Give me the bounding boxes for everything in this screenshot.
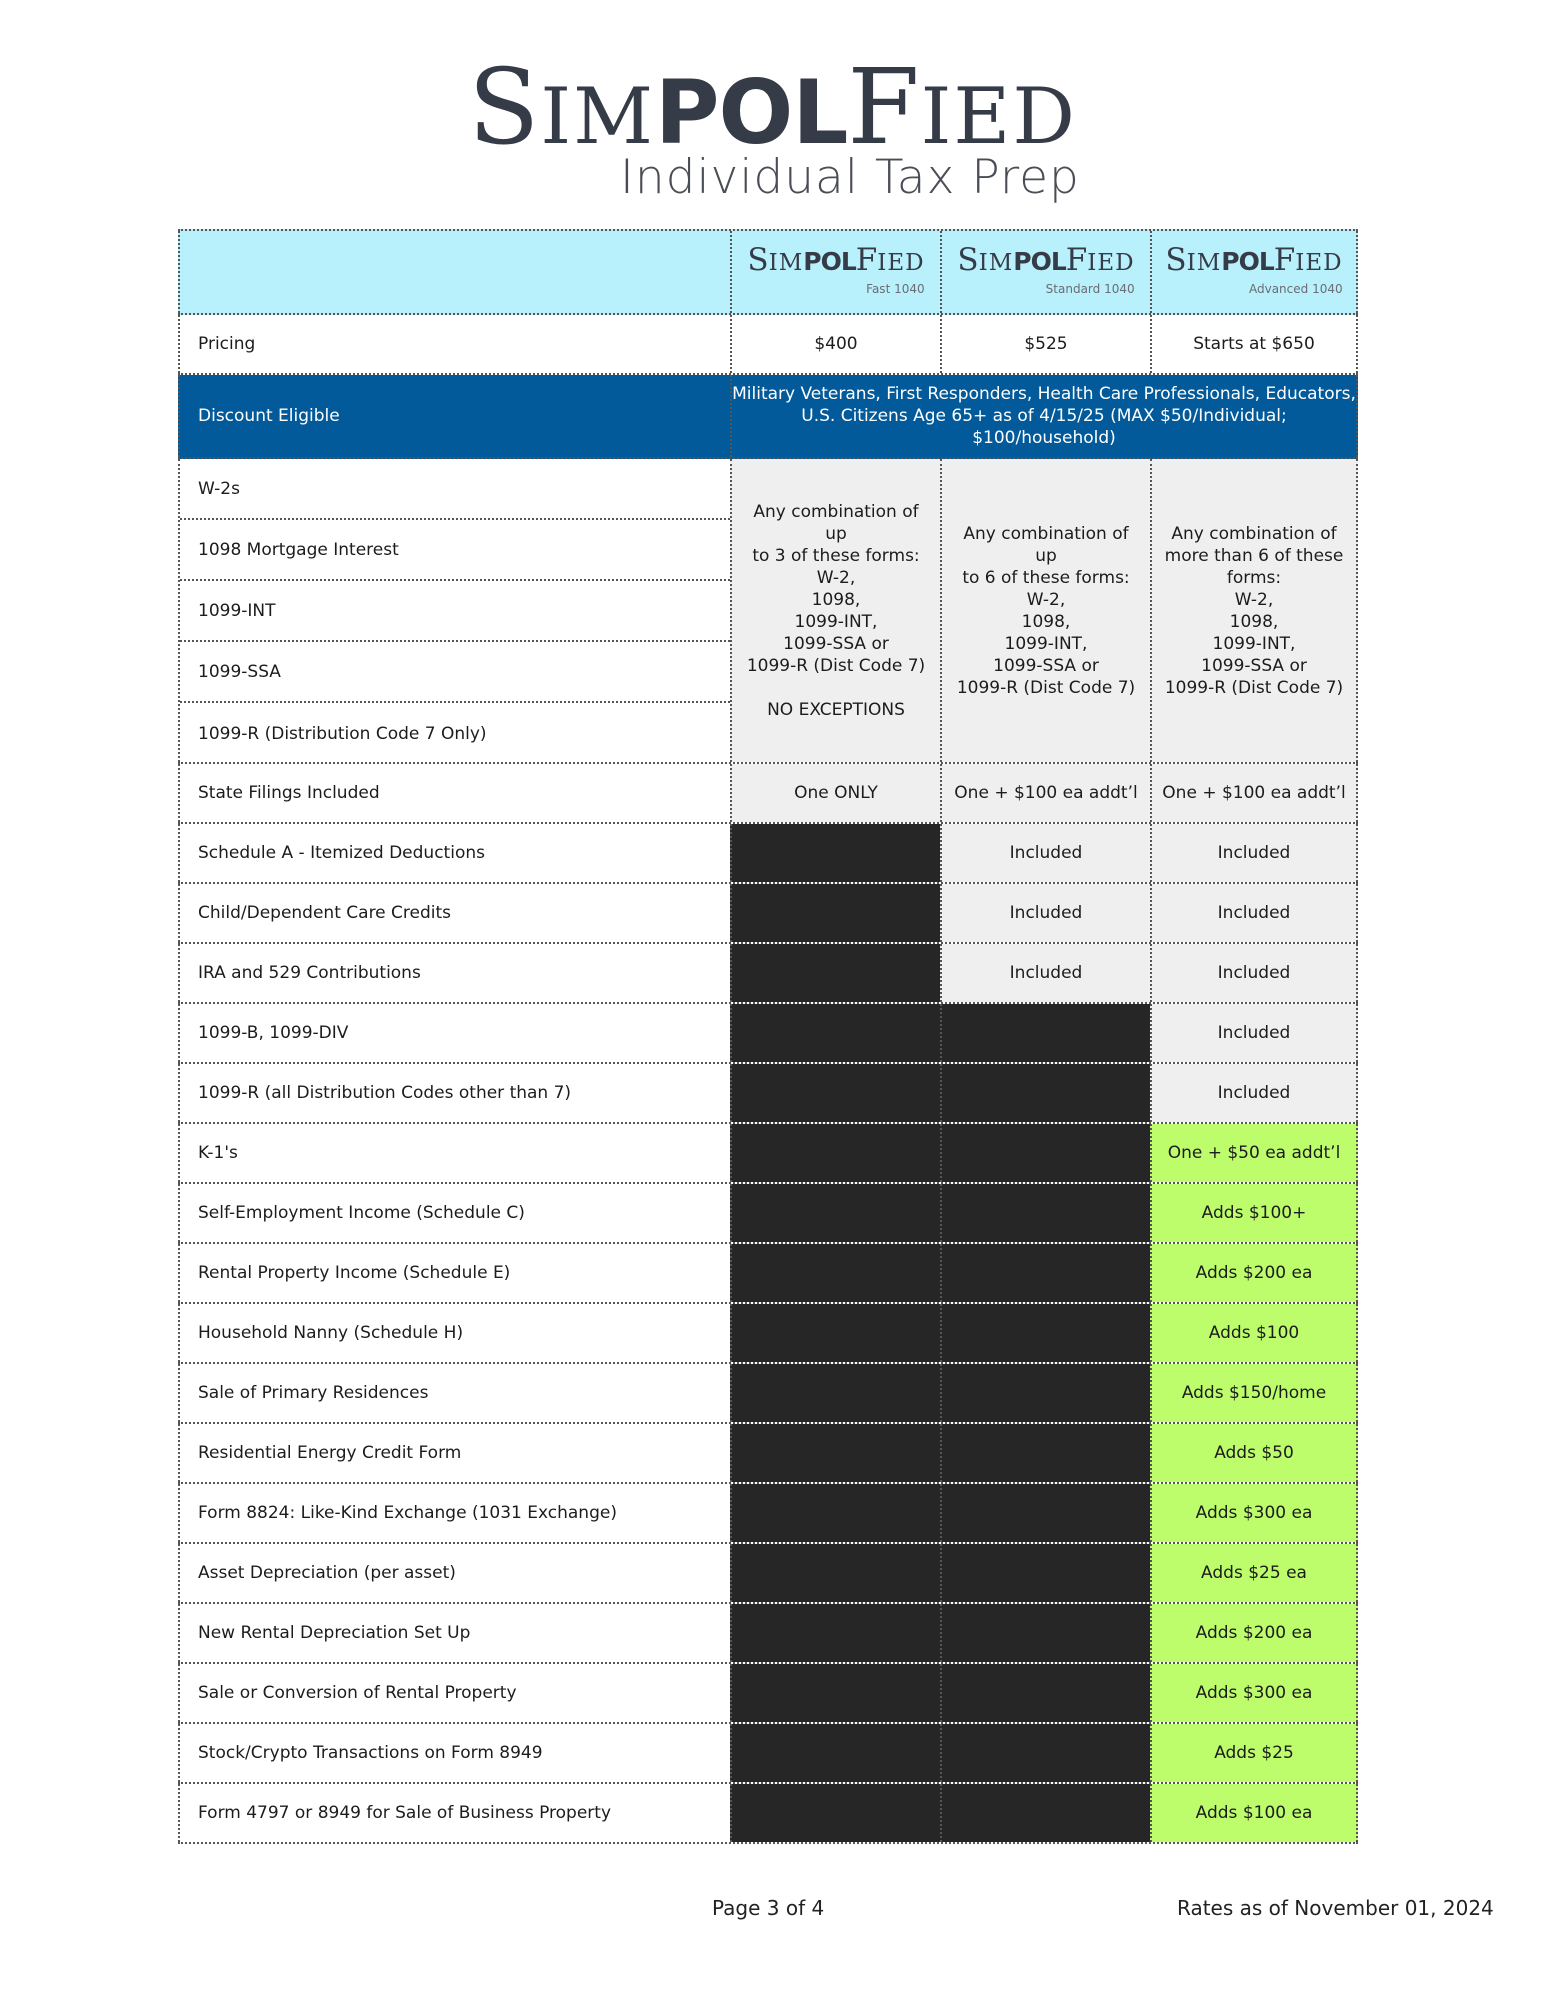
feature-value-fast: One ONLY xyxy=(730,764,940,822)
plan-logo: SIMPOLFIED Advanced 1040 xyxy=(1165,245,1342,300)
forms-fast: Any combination of up to 3 of these forms: W-2, 1098, 1099-INT, 1099-SSA or 1099-R (Dist Code 7) NO EXCEPTIONS xyxy=(730,459,940,762)
not-available-cell xyxy=(730,944,940,1002)
not-available-cell xyxy=(730,1304,940,1362)
not-available-cell xyxy=(940,1184,1150,1242)
not-available-cell xyxy=(730,1124,940,1182)
feature-row xyxy=(178,884,1358,944)
plan-logo: SIMPOLFIED Fast 1040 xyxy=(747,245,924,300)
not-available-cell xyxy=(940,1604,1150,1662)
feature-row xyxy=(178,1484,1358,1544)
not-available-cell xyxy=(730,1364,940,1422)
feature-value-advanced: Included xyxy=(1150,824,1358,882)
not-available-cell xyxy=(730,1724,940,1782)
plan-header-standard xyxy=(940,231,1150,313)
not-available-cell xyxy=(940,1304,1150,1362)
feature-row xyxy=(178,1184,1358,1244)
feature-row xyxy=(178,1664,1358,1724)
not-available-cell xyxy=(730,1484,940,1542)
not-available-cell xyxy=(940,1544,1150,1602)
forms-advanced: Any combination of more than 6 of these forms: W-2, 1098, 1099-INT, 1099-SSA or 1099-R (Dist Code 7) xyxy=(1150,459,1358,762)
not-available-cell xyxy=(940,1124,1150,1182)
feature-row xyxy=(178,1724,1358,1784)
not-available-cell xyxy=(940,1664,1150,1722)
plan-tier-label: Advanced 1040 xyxy=(1248,281,1343,296)
feature-row xyxy=(178,1124,1358,1184)
not-available-cell xyxy=(940,1364,1150,1422)
plan-logo: SIMPOLFIED Standard 1040 xyxy=(957,245,1134,300)
feature-row xyxy=(178,1604,1358,1664)
page-subtitle: Individual Tax Prep xyxy=(620,150,1080,205)
plan-tier-label: Standard 1040 xyxy=(1045,281,1135,296)
feature-value-advanced: Included xyxy=(1150,1064,1358,1122)
header-empty-cell xyxy=(178,231,730,313)
feature-value-advanced: Adds $25 xyxy=(1150,1724,1358,1782)
feature-value-standard: One + $100 ea addt’l xyxy=(940,764,1150,822)
feature-label: 1099-R (all Distribution Codes other than 7) xyxy=(178,1064,730,1122)
feature-value-advanced: One + $100 ea addt’l xyxy=(1150,764,1358,822)
form-label: W-2s xyxy=(180,459,730,520)
feature-value-advanced: Adds $100 ea xyxy=(1150,1784,1358,1842)
discount-description xyxy=(730,375,1358,457)
feature-label: Asset Depreciation (per asset) xyxy=(178,1544,730,1602)
not-available-cell xyxy=(730,1064,940,1122)
feature-value-advanced: Adds $200 ea xyxy=(1150,1244,1358,1302)
feature-value-advanced: Adds $300 ea xyxy=(1150,1664,1358,1722)
feature-value-standard: Included xyxy=(940,884,1150,942)
plan-header-fast xyxy=(730,231,940,313)
feature-rows xyxy=(178,764,1358,1844)
rates-date: Rates as of November 01, 2024 xyxy=(1177,1896,1494,1920)
feature-label: Self-Employment Income (Schedule C) xyxy=(178,1184,730,1242)
feature-row xyxy=(178,764,1358,824)
not-available-cell xyxy=(730,884,940,942)
feature-value-advanced: Included xyxy=(1150,1004,1358,1062)
not-available-cell xyxy=(940,1244,1150,1302)
feature-label: Child/Dependent Care Credits xyxy=(178,884,730,942)
not-available-cell xyxy=(940,1784,1150,1842)
not-available-cell xyxy=(730,1544,940,1602)
not-available-cell xyxy=(940,1064,1150,1122)
logo-wordmark: SIMPOLFIED xyxy=(468,46,1077,168)
plan-header-advanced xyxy=(1150,231,1358,313)
feature-value-standard: Included xyxy=(940,944,1150,1002)
feature-row xyxy=(178,1064,1358,1124)
forms-block xyxy=(178,459,1358,764)
feature-value-advanced: Adds $300 ea xyxy=(1150,1484,1358,1542)
feature-label: New Rental Depreciation Set Up xyxy=(178,1604,730,1662)
feature-value-advanced: Adds $200 ea xyxy=(1150,1604,1358,1662)
not-available-cell xyxy=(730,1604,940,1662)
feature-value-advanced: Included xyxy=(1150,944,1358,1002)
not-available-cell xyxy=(730,1784,940,1842)
feature-label: Sale of Primary Residences xyxy=(178,1364,730,1422)
form-label: 1099-INT xyxy=(180,581,730,642)
not-available-cell xyxy=(940,1484,1150,1542)
price-advanced: Starts at $650 xyxy=(1150,315,1358,373)
feature-label: IRA and 529 Contributions xyxy=(178,944,730,1002)
form-label: 1099-SSA xyxy=(180,642,730,703)
pricing-label: Pricing xyxy=(178,315,730,373)
not-available-cell xyxy=(940,1724,1150,1782)
not-available-cell xyxy=(730,1004,940,1062)
not-available-cell xyxy=(730,1184,940,1242)
price-fast: $400 xyxy=(730,315,940,373)
feature-label: Sale or Conversion of Rental Property xyxy=(178,1664,730,1722)
feature-label: Rental Property Income (Schedule E) xyxy=(178,1244,730,1302)
feature-row xyxy=(178,1784,1358,1844)
price-standard: $525 xyxy=(940,315,1150,373)
feature-row xyxy=(178,1244,1358,1304)
feature-value-standard: Included xyxy=(940,824,1150,882)
feature-label: Residential Energy Credit Form xyxy=(178,1424,730,1482)
pricing-row xyxy=(178,315,1358,375)
discount-line-1: Military Veterans, First Responders, Health Care Professionals, Educators, xyxy=(732,384,1356,404)
feature-row xyxy=(178,1004,1358,1064)
feature-value-advanced: Adds $150/home xyxy=(1150,1364,1358,1422)
feature-value-advanced: One + $50 ea addt’l xyxy=(1150,1124,1358,1182)
feature-row xyxy=(178,1304,1358,1364)
plan-tier-label: Fast 1040 xyxy=(866,281,925,296)
not-available-cell xyxy=(940,1004,1150,1062)
not-available-cell xyxy=(730,824,940,882)
not-available-cell xyxy=(730,1664,940,1722)
feature-value-advanced: Included xyxy=(1150,884,1358,942)
discount-row xyxy=(178,375,1358,459)
not-available-cell xyxy=(730,1424,940,1482)
page-number: Page 3 of 4 xyxy=(712,1896,825,1920)
feature-label: State Filings Included xyxy=(178,764,730,822)
brand-logo xyxy=(0,46,1545,168)
form-label: 1098 Mortgage Interest xyxy=(180,520,730,581)
feature-label: Schedule A - Itemized Deductions xyxy=(178,824,730,882)
feature-value-advanced: Adds $100 xyxy=(1150,1304,1358,1362)
feature-label: Stock/Crypto Transactions on Form 8949 xyxy=(178,1724,730,1782)
feature-row xyxy=(178,824,1358,884)
not-available-cell xyxy=(730,1244,940,1302)
discount-line-2: U.S. Citizens Age 65+ as of 4/15/25 (MAX $50/Individual; $100/household) xyxy=(801,406,1287,448)
feature-row xyxy=(178,1424,1358,1484)
feature-label: Form 8824: Like-Kind Exchange (1031 Exchange) xyxy=(178,1484,730,1542)
feature-row xyxy=(178,1364,1358,1424)
feature-row xyxy=(178,944,1358,1004)
discount-label: Discount Eligible xyxy=(178,375,730,457)
plan-header-row xyxy=(178,229,1358,315)
feature-value-advanced: Adds $100+ xyxy=(1150,1184,1358,1242)
feature-label: Form 4797 or 8949 for Sale of Business Property xyxy=(178,1784,730,1842)
feature-value-advanced: Adds $50 xyxy=(1150,1424,1358,1482)
feature-label: Household Nanny (Schedule H) xyxy=(178,1304,730,1362)
feature-label: 1099-B, 1099-DIV xyxy=(178,1004,730,1062)
feature-row xyxy=(178,1544,1358,1604)
feature-label: K-1's xyxy=(178,1124,730,1182)
feature-value-advanced: Adds $25 ea xyxy=(1150,1544,1358,1602)
forms-standard: Any combination of up to 6 of these forms: W-2, 1098, 1099-INT, 1099-SSA or 1099-R (Dist Code 7) xyxy=(940,459,1150,762)
pricing-table xyxy=(178,229,1358,1844)
forms-labels xyxy=(178,459,730,762)
form-label: 1099-R (Distribution Code 7 Only) xyxy=(198,723,487,744)
not-available-cell xyxy=(940,1424,1150,1482)
